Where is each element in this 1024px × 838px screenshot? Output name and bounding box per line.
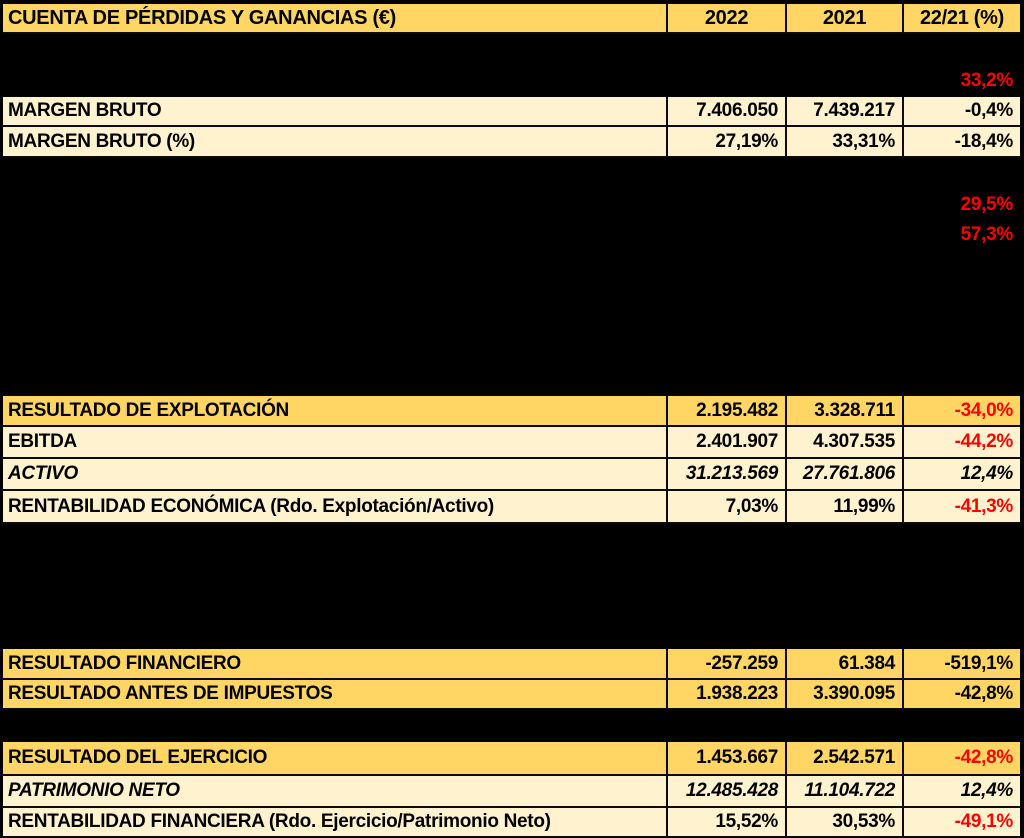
- row-label: RENTABILIDAD ECONÓMICA (Rdo. Explotación/Activo): [3, 491, 668, 522]
- value-2022: 7,03%: [668, 491, 787, 522]
- value-2022: 2.195.482: [668, 396, 787, 425]
- column-header-pct-change: 22/21 (%): [919, 6, 1004, 29]
- hidden-row: [0, 158, 1024, 190]
- column-header-2022: 2022: [668, 4, 787, 32]
- value-2022: -257.259: [668, 649, 787, 678]
- value-2022: 12.485.428: [668, 776, 787, 806]
- hidden-row: [0, 710, 1024, 742]
- value-2022: 1.938.223: [668, 680, 787, 708]
- table-row: [0, 742, 1024, 776]
- value-2022: 1.453.667: [668, 742, 787, 774]
- table-row: [0, 427, 1024, 459]
- value-2021: 11,99%: [787, 491, 904, 522]
- value-2021: [787, 64, 904, 97]
- value-pct-change: -0,4%: [964, 100, 1013, 121]
- hidden-row: [0, 524, 1024, 649]
- value-pct-change: -42,8%: [954, 683, 1013, 704]
- table-row: [0, 97, 1024, 127]
- value-2022: [668, 190, 787, 220]
- hidden-row: [0, 250, 1024, 396]
- value-2021: 30,53%: [787, 808, 904, 836]
- value-pct-change: 12,4%: [960, 780, 1013, 801]
- value-2021: 2.542.571: [787, 742, 904, 774]
- row-label: [3, 190, 668, 220]
- value-pct-change: -42,8%: [954, 747, 1013, 768]
- value-pct-change: -34,0%: [954, 399, 1013, 421]
- row-label: RESULTADO DEL EJERCICIO: [3, 742, 668, 774]
- value-2022: 31.213.569: [668, 459, 787, 489]
- table-row: [0, 808, 1024, 838]
- hidden-row-with-pct: [0, 220, 1024, 250]
- table-row: [0, 459, 1024, 491]
- row-label: EBITDA: [3, 427, 668, 457]
- value-2021: 11.104.722: [787, 776, 904, 806]
- value-pct-change: -49,1%: [954, 811, 1013, 832]
- hidden-row-with-pct: [0, 190, 1024, 220]
- value-2022: 7.406.050: [668, 97, 787, 125]
- row-label: ACTIVO: [3, 459, 668, 489]
- row-label: [3, 220, 668, 250]
- row-label: MARGEN BRUTO (%): [3, 127, 668, 156]
- value-2021: 7.439.217: [787, 97, 904, 125]
- value-2021: 61.384: [787, 649, 904, 678]
- value-pct-change: -18,4%: [954, 130, 1013, 152]
- hidden-row: [0, 34, 1024, 64]
- row-label: RESULTADO ANTES DE IMPUESTOS: [3, 680, 668, 708]
- table-row: [0, 127, 1024, 158]
- value-2022: [668, 220, 787, 250]
- hidden-row-with-pct: [0, 64, 1024, 97]
- value-2021: [787, 220, 904, 250]
- table-row: [0, 680, 1024, 710]
- value-pct-change: 12,4%: [960, 463, 1013, 484]
- value-2022: 15,52%: [668, 808, 787, 836]
- value-2021: 27.761.806: [787, 459, 904, 489]
- value-2022: 27,19%: [668, 127, 787, 156]
- value-pct-change: -519,1%: [944, 652, 1013, 674]
- table-row: [0, 491, 1024, 524]
- value-2021: [787, 190, 904, 220]
- row-label: RENTABILIDAD FINANCIERA (Rdo. Ejercicio/Patrimonio Neto): [3, 808, 668, 836]
- table-row: [0, 396, 1024, 427]
- value-2022: [668, 64, 787, 97]
- value-2021: 4.307.535: [787, 427, 904, 457]
- table-row: [0, 649, 1024, 680]
- table-row: [0, 776, 1024, 808]
- value-pct-change: -41,3%: [954, 495, 1013, 517]
- row-label: MARGEN BRUTO: [3, 97, 668, 125]
- value-2021: 33,31%: [787, 127, 904, 156]
- value-2021: 3.328.711: [787, 396, 904, 425]
- row-label: RESULTADO FINANCIERO: [3, 649, 668, 678]
- column-header-2021: 2021: [787, 4, 904, 32]
- value-2021: 3.390.095: [787, 680, 904, 708]
- value-pct-change: -44,2%: [954, 431, 1013, 452]
- row-label: RESULTADO DE EXPLOTACIÓN: [3, 396, 668, 425]
- table-header-row: [0, 4, 1024, 34]
- row-label: [3, 64, 668, 97]
- value-pct-change: 29,5%: [960, 194, 1013, 215]
- value-2022: 2.401.907: [668, 427, 787, 457]
- row-label: PATRIMONIO NETO: [3, 776, 668, 806]
- value-pct-change: 33,2%: [960, 69, 1013, 91]
- table-title: CUENTA DE PÉRDIDAS Y GANANCIAS (€): [3, 4, 668, 32]
- value-pct-change: 57,3%: [960, 224, 1013, 245]
